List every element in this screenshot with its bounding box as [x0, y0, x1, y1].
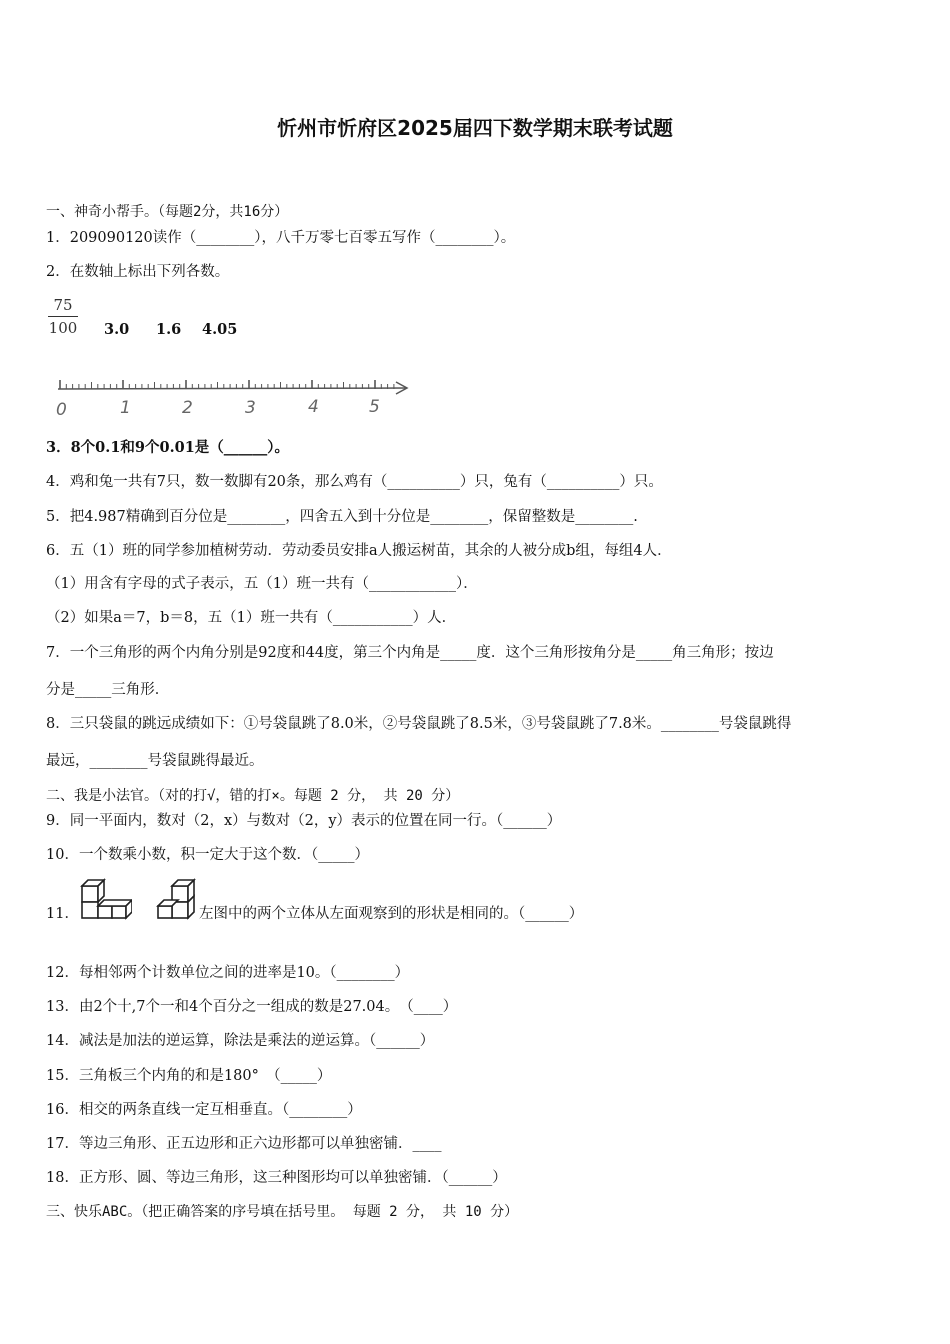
question-2: 2．在数轴上标出下列各数。 — [46, 264, 230, 280]
section-3-heading: 三、快乐ABC。（把正确答案的序号填在括号里。 每题 2 分， 共 10 分） — [46, 1204, 519, 1220]
question-14: 14．减法是加法的逆运算，除法是乘法的逆运算。（______） — [46, 1033, 435, 1049]
question-12: 12．每相邻两个计数单位之间的进率是10。（________） — [46, 965, 410, 981]
fraction-denominator: 100 — [48, 319, 78, 337]
question-9: 9．同一平面内，数对（2，x）与数对（2，y）表示的位置在同一行。（______） — [46, 813, 562, 829]
cube-figure-left — [80, 876, 132, 922]
question-13: 13．由2个十,7个一和4个百分之一组成的数是27.04。 （____） — [46, 999, 458, 1015]
question-17: 17．等边三角形、正五边形和正六边形都可以单独密铺．____ — [46, 1136, 442, 1152]
axis-label-3: 3 — [245, 398, 256, 418]
question-11-number: 11． — [46, 906, 79, 922]
question-7-line-2: 分是_____三角形． — [46, 682, 170, 698]
value-4-05: 4.05 — [202, 321, 238, 338]
question-6-part-2: （2）如果a＝7，b＝8，五（1）班一共有（___________）人． — [46, 610, 457, 626]
section-2-heading: 二、我是小法官。（对的打√，错的打×。每题 2 分， 共 20 分） — [46, 788, 460, 804]
axis-label-1: 1 — [120, 398, 131, 418]
question-4: 4．鸡和兔一共有7只，数一数脚有20条，那么鸡有（__________）只，兔有（__________）只。 — [46, 474, 663, 490]
question-10: 10．一个数乘小数，积一定大于这个数．（_____） — [46, 847, 369, 863]
section-1-heading: 一、神奇小帮手。（每题2分，共16分） — [46, 204, 289, 220]
value-3-0: 3.0 — [104, 321, 130, 338]
question-6: 6．五（1）班的同学参加植树劳动．劳动委员安排a人搬运树苗，其余的人被分成b组，每组4人． — [46, 543, 672, 559]
question-15: 15．三角板三个内角的和是180° （_____） — [46, 1068, 332, 1084]
value-1-6: 1.6 — [156, 321, 182, 338]
axis-label-4: 4 — [308, 397, 319, 417]
axis-label-2: 2 — [182, 398, 193, 418]
fraction-numerator: 75 — [48, 296, 78, 317]
fraction-75-100 — [48, 296, 78, 337]
question-8-line-1: 8．三只袋鼠的跳远成绩如下：①号袋鼠跳了8.0米，②号袋鼠跳了8.5米，③号袋鼠跳了7.8米。________号袋鼠跳得 — [46, 716, 792, 732]
question-6-part-1: （1）用含有字母的式子表示，五（1）班一共有（____________）． — [46, 576, 478, 592]
question-1: 1．209090120读作（________），八千万零七百零五写作（________）。 — [46, 230, 516, 246]
axis-label-5: 5 — [369, 397, 380, 417]
question-3: 3．8个0.1和9个0.01是（______）。 — [46, 439, 290, 456]
question-8-line-2: 最远，________号袋鼠跳得最近。 — [46, 753, 264, 769]
page-title: 忻州市忻府区2025届四下数学期末联考试题 — [277, 116, 673, 140]
question-11-text: 左图中的两个立体从左面观察到的形状是相同的。（______） — [199, 906, 584, 922]
number-line-ticks — [60, 380, 394, 389]
axis-label-0: 0 — [56, 400, 67, 420]
cube-figure-right — [156, 876, 200, 922]
question-5: 5．把4.987精确到百分位是________，四舍五入到十分位是________，保留整数是________. — [46, 509, 638, 525]
question-7-line-1: 7．一个三角形的两个内角分别是92度和44度，第三个内角是_____度．这个三角形按角分是_____角三角形；按边 — [46, 645, 774, 661]
question-16: 16．相交的两条直线一定互相垂直。（________） — [46, 1102, 362, 1118]
question-18: 18．正方形、圆、等边三角形，这三种图形均可以单独密铺．（______） — [46, 1170, 507, 1186]
number-line-figure — [52, 372, 417, 420]
